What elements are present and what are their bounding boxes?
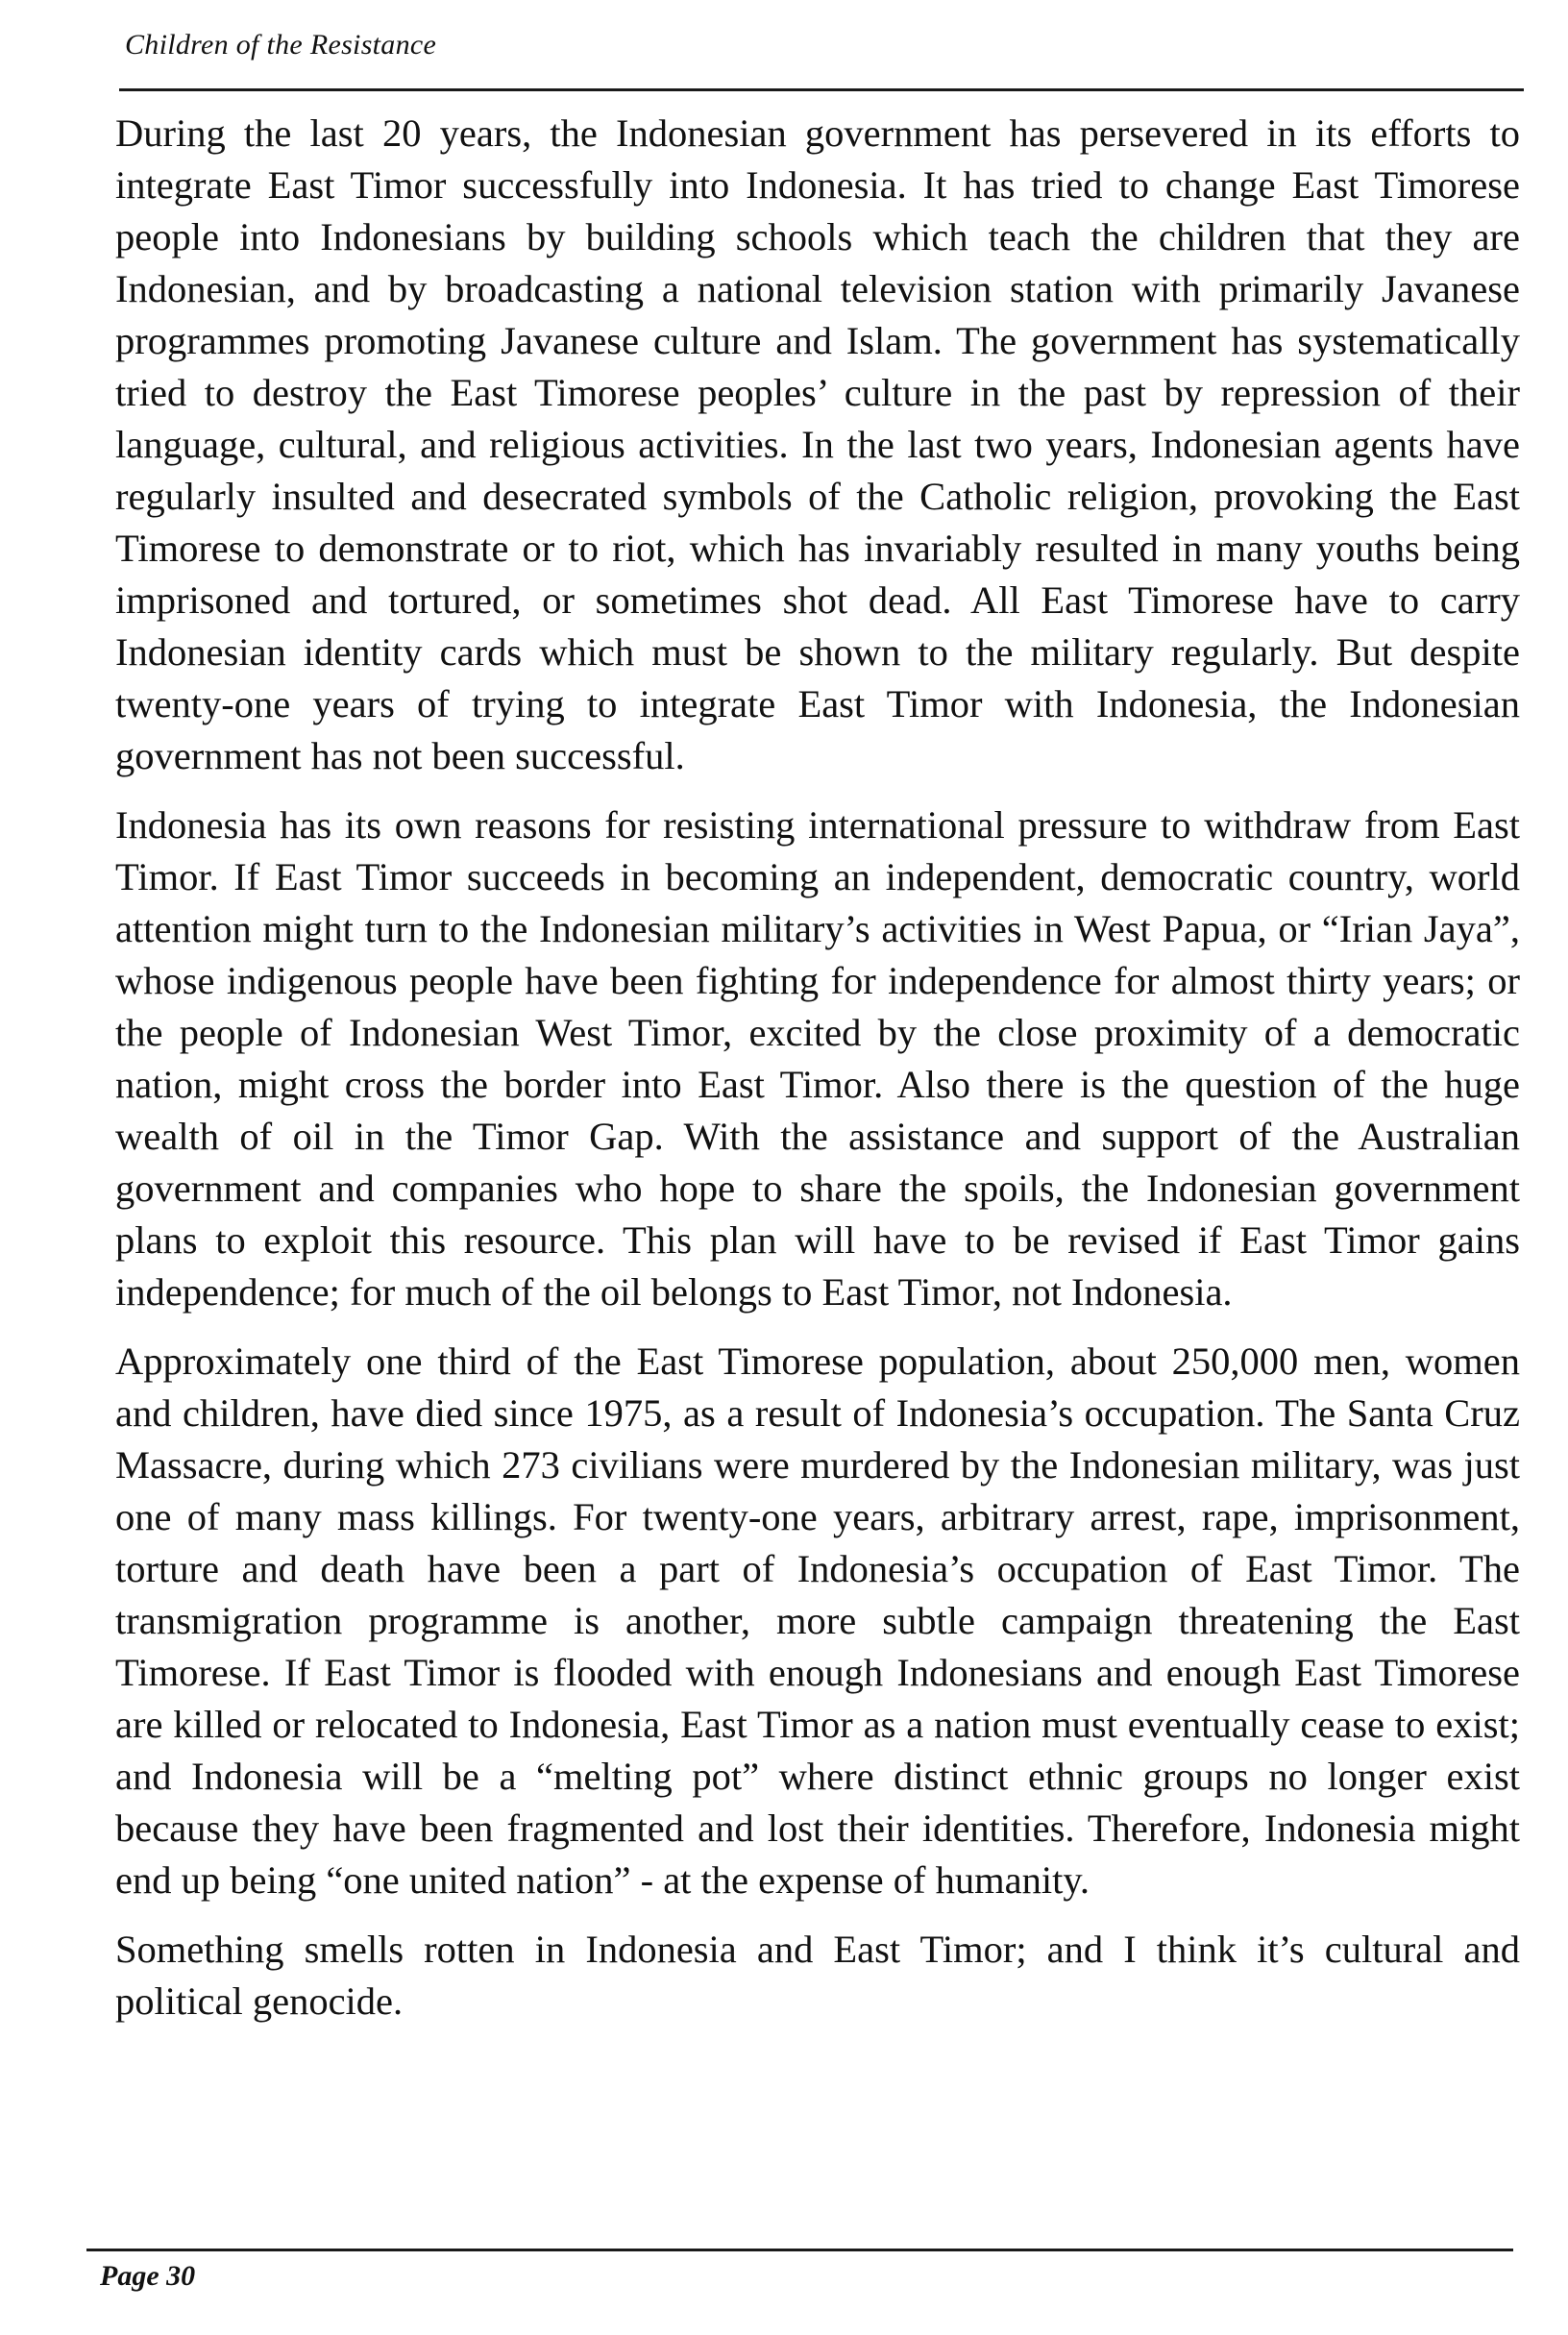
paragraph-2: Indonesia has its own reasons for resisting international pressure to withdraw from East Timor. If East Timor succeeds in becoming an independent, democratic country, world attention might turn to the Indonesian military’s activities in West Papua, or “Irian Jaya”, whose indigenous people have been fighting for independence for almost thirty years; or the people of Indonesian West Timor, excited by the close proximity of a democratic nation, might cross the border into East Timor. Also there is the question of the huge wealth of oil in the Timor Gap. With the assistance and support of the Australian government and companies who hope to share the spoils, the Indonesian government plans to exploit this resource. This plan will have to be revised if East Timor gains independence; for much of the oil belongs to East Timor, not Indonesia. <box>115 803 1520 1314</box>
footer-rule <box>86 2249 1513 2251</box>
body-text <box>115 104 1520 2045</box>
paragraph-3: Approximately one third of the East Timorese population, about 250,000 men, women and children, have died since 1975, as a result of Indonesia’s occupation. The Santa Cruz Massacre, during which 273 civilians were murdered by the Indonesian military, was just one of many mass killings. For twenty-one years, arbitrary arrest, rape, imprisonment, torture and death have been a part of Indonesia’s occupation of East Timor. The transmigration programme is another, more subtle campaign threatening the East Timorese. If East Timor is flooded with enough Indonesians and enough East Timorese are killed or relocated to Indonesia, East Timor as a nation must eventually cease to exist; and Indonesia will be a “melting pot” where distinct ethnic groups no longer exist because they have been fragmented and lost their identities. Therefore, Indonesia might end up being “one united nation” - at the expense of humanity. <box>115 1340 1520 1902</box>
running-head: Children of the Resistance <box>125 29 437 61</box>
header-rule <box>119 88 1524 91</box>
paragraph-4: Something smells rotten in Indonesia and East Timor; and I think it’s cultural and political genocide. <box>115 1928 1520 2023</box>
page-number: Page 30 <box>100 2260 196 2292</box>
paragraph-1: During the last 20 years, the Indonesian government has persevered in its efforts to integrate East Timor successfully into Indonesia. It has tried to change East Timorese people into Indonesians by building schools which teach the children that they are Indonesian, and by broadcasting a national television station with primarily Javanese programmes promoting Javanese culture and Islam. The government has systematically tried to destroy the East Timorese peoples’ culture in the past by repression of their language, cultural, and religious activities. In the last two years, Indonesian agents have regularly insulted and desecrated symbols of the Catholic religion, provoking the East Timorese to demonstrate or to riot, which has invariably resulted in many youths being imprisoned and tortured, or sometimes shot dead. All East Timorese have to carry Indonesian identity cards which must be shown to the military regularly. But despite twenty-one years of trying to integrate East Timor with Indonesia, the Indonesian government has not been successful. <box>115 111 1520 777</box>
